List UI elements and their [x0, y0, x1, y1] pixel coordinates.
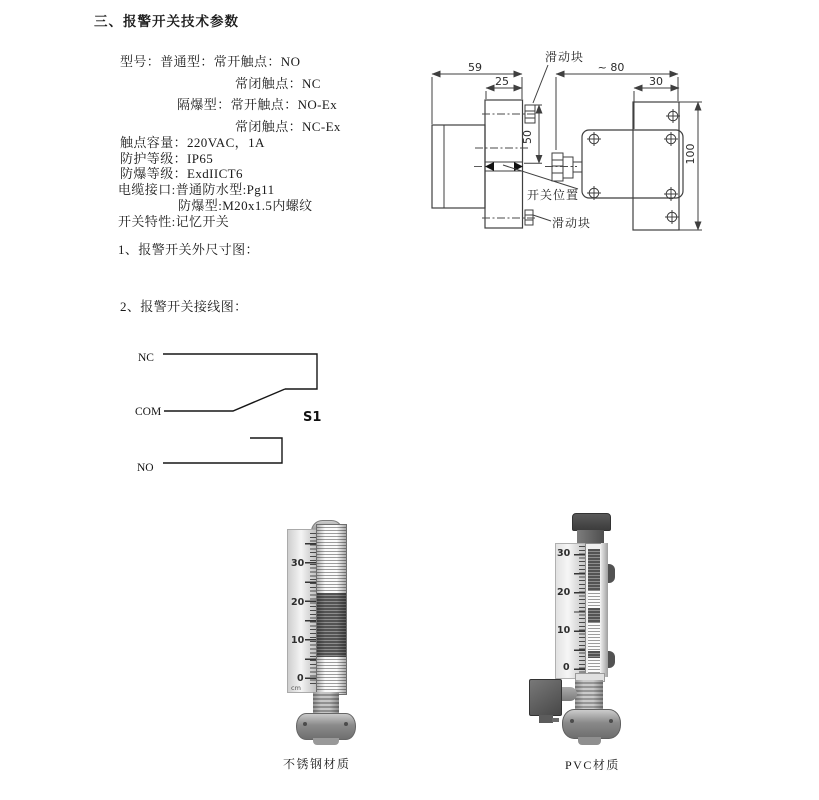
- alarm-switch-box: [529, 679, 562, 716]
- spec-line-character: 开关特性:记忆开关: [118, 214, 230, 229]
- flapper-column: [316, 524, 347, 695]
- dim-25: [486, 75, 522, 99]
- spec-line-exgrade: 防爆等级：ExdIICT6: [120, 166, 243, 181]
- svg-text:100: 100: [684, 143, 697, 165]
- flange-bolt: [609, 719, 613, 723]
- terminal-no-label: NO: [137, 462, 154, 474]
- spec-line-dim-figure: 1、报警开关外尺寸图：: [118, 242, 259, 257]
- section-heading: 三、报警开关技术参数: [94, 14, 239, 30]
- terminal-com-label: COM: [135, 406, 162, 418]
- switch-s1-label: S1: [303, 410, 322, 425]
- scale-unit-label: cm: [291, 684, 301, 692]
- scale-ticks-major: [305, 533, 316, 684]
- flapper-zone-light: [588, 658, 600, 673]
- gauge-top-cap: [572, 513, 611, 531]
- flapper-zone-light: [588, 591, 600, 608]
- switch-box-nub: [552, 718, 559, 722]
- no-wire: [163, 438, 282, 463]
- spec-line-model: 型号：普通型：常开触点：NO: [120, 54, 301, 69]
- scale-label: 10: [291, 635, 305, 646]
- spec-line-cable-ex: 防爆型:M20x1.5内螺纹: [178, 198, 313, 213]
- process-connection-tube: [313, 692, 339, 715]
- flange-bolt: [570, 719, 574, 723]
- spec-line-wiring-figure: 2、报警开关接线图：: [120, 299, 248, 314]
- flange-stub: [313, 738, 339, 745]
- scale-plate: [555, 543, 587, 679]
- side-view: [432, 49, 591, 230]
- flange-bolt: [344, 722, 348, 726]
- flapper-zone-light: [588, 623, 600, 651]
- wiring-diagram: [125, 340, 335, 480]
- scale-label: 0: [563, 662, 570, 673]
- spec-line-cable-entry: 电缆接口:普通防水型:Pg11: [118, 182, 275, 197]
- scale-label: 20: [291, 597, 305, 608]
- svg-text:滑动块: 滑动块: [552, 216, 592, 230]
- flapper-zone-dark: [588, 651, 600, 658]
- terminal-nc-label: NC: [138, 352, 154, 364]
- flapper-zone-dark: [588, 608, 600, 623]
- nc-wire: [163, 354, 317, 389]
- svg-text:~ 80: ~ 80: [597, 61, 625, 74]
- dimension-drawing: [405, 35, 725, 245]
- caption-stainless: 不锈钢材质: [283, 757, 351, 771]
- spec-line-exproof: 隔爆型：常开触点：NO-Ex: [177, 97, 338, 112]
- switch-box-stub: [539, 715, 553, 723]
- spec-line-contact-rating: 触点容量：220VAC，1A: [120, 135, 265, 150]
- scale-label: 10: [557, 625, 571, 636]
- column-shading: [317, 525, 346, 694]
- scale-label: 0: [297, 673, 304, 684]
- flapper-zone-dark: [588, 549, 600, 591]
- scale-label: 20: [557, 587, 571, 598]
- gauge-photo-stainless: [283, 513, 388, 748]
- scale-label: 30: [291, 558, 305, 569]
- column-housing: [601, 543, 608, 677]
- svg-text:30: 30: [649, 75, 663, 88]
- scale-label: 30: [557, 548, 571, 559]
- gauge-photo-pvc: [525, 510, 625, 745]
- flange-bolt: [303, 722, 307, 726]
- com-wire: [164, 389, 285, 411]
- spec-line-protection: 防护等级：IP65: [120, 151, 214, 166]
- label-slider-top: [533, 49, 584, 103]
- front-view: [545, 61, 702, 230]
- spec-line-nc: 常闭触点：NC: [235, 76, 321, 91]
- scale-ticks-major: [574, 546, 585, 674]
- spec-line-nc-ex: 常闭触点：NC-Ex: [235, 119, 341, 134]
- dim-59: [432, 61, 522, 124]
- svg-text:25: 25: [495, 75, 509, 88]
- svg-text:滑动块: 滑动块: [545, 50, 585, 64]
- svg-text:50: 50: [521, 130, 534, 144]
- cable-gland: [545, 153, 582, 181]
- svg-text:59: 59: [468, 61, 482, 74]
- base-flange: [296, 713, 356, 740]
- gauge-neck: [577, 530, 604, 543]
- caption-pvc: PVC材质: [565, 758, 620, 772]
- svg-text:开关位置: 开关位置: [527, 188, 580, 202]
- flange-stub: [578, 737, 601, 745]
- label-slider-bottom: [533, 215, 591, 230]
- scale-plate: [287, 529, 318, 693]
- slider-block-bottom: [525, 210, 533, 225]
- base-flange: [562, 709, 621, 739]
